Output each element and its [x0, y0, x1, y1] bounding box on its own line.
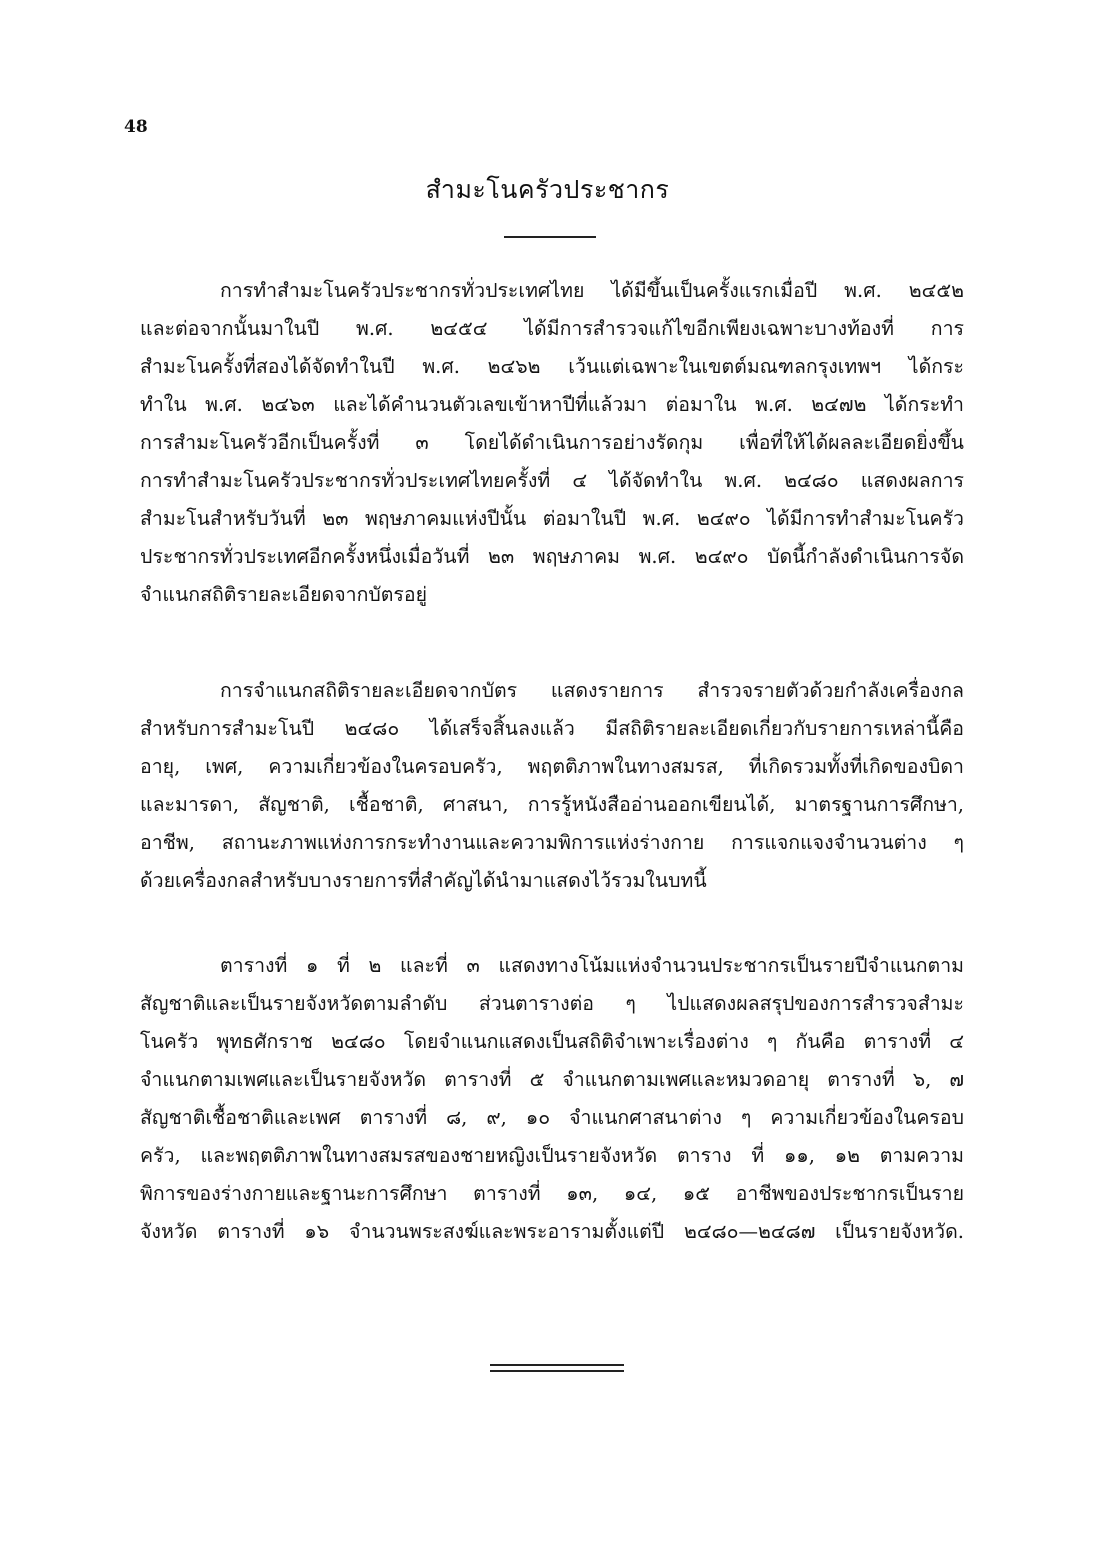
paragraph-history	[140, 272, 964, 614]
text-line: ตารางที่ ๑ ที่ ๒ และที่ ๓ แสดงทางโน้มแห่งจำนวนประชากรเป็นรายปีจำแนกตาม	[220, 954, 964, 977]
text-line: และต่อจากนั้นมาในปี พ.ศ. ๒๔๕๔ ได้มีการสำรวจแก้ไขอีกเพียงเฉพาะบางท้องที่ การ	[140, 317, 964, 340]
text-line: การสำมะโนครัวอีกเป็นครั้งที่ ๓ โดยได้ดำเนินการอย่างรัดกุม เพื่อที่ให้ได้ผลละเอียดยิ่งขึ้น	[140, 431, 964, 454]
text-line: พิการของร่างกายและฐานะการศึกษา ตารางที่ ๑๓, ๑๔, ๑๕ อาชีพของประชากรเป็นราย	[140, 1182, 964, 1205]
text-line: จังหวัด ตารางที่ ๑๖ จำนวนพระสงฆ์และพระอารามตั้งแต่ปี ๒๔๘๐—๒๔๘๗ เป็นรายจังหวัด.	[140, 1220, 964, 1243]
page-number: 48	[124, 117, 148, 137]
text-line: ทำใน พ.ศ. ๒๔๖๓ และได้คำนวนตัวเลขเข้าหาปีที่แล้วมา ต่อมาใน พ.ศ. ๒๔๗๒ ได้กระทำ	[140, 393, 964, 416]
end-divider-top	[490, 1364, 624, 1366]
text-line: ประชากรทั่วประเทศอีกครั้งหนึ่งเมื่อวันที่ ๒๓ พฤษภาคม พ.ศ. ๒๔๙๐ บัดนี้กำลังดำเนินการจัด	[140, 545, 964, 568]
text-line: สัญชาติเชื้อชาติและเพศ ตารางที่ ๘, ๙, ๑๐ จำแนกศาสนาต่าง ๆ ความเกี่ยวข้องในครอบ	[140, 1106, 964, 1129]
text-line: สำมะโนสำหรับวันที่ ๒๓ พฤษภาคมแห่งปีนั้น ต่อมาในปี พ.ศ. ๒๔๙๐ ได้มีการทำสำมะโนครัว	[140, 507, 964, 530]
page-title: สำมะโนครัวประชากร	[425, 175, 670, 204]
text-line: การจำแนกสถิติรายละเอียดจากบัตร แสดงรายการ สำรวจรายตัวด้วยกำลังเครื่องกล	[220, 679, 964, 702]
paragraph-classification	[140, 672, 964, 900]
title-underline	[504, 236, 596, 238]
text-line: การทำสำมะโนครัวประชากรทั่วประเทศไทย ได้มีขึ้นเป็นครั้งแรกเมื่อปี พ.ศ. ๒๔๕๒	[220, 279, 964, 302]
text-line: การทำสำมะโนครัวประชากรทั่วประเทศไทยครั้งที่ ๔ ได้จัดทำใน พ.ศ. ๒๔๘๐ แสดงผลการ	[140, 469, 964, 492]
text-line: จำแนกตามเพศและเป็นรายจังหวัด ตารางที่ ๕ จำแนกตามเพศและหมวดอายุ ตารางที่ ๖, ๗	[140, 1068, 964, 1091]
end-divider-bottom	[490, 1370, 624, 1372]
text-line: อาชีพ, สถานะภาพแห่งการกระทำงานและความพิการแห่งร่างกาย การแจกแจงจำนวนต่าง ๆ	[140, 831, 964, 854]
text-line: อายุ, เพศ, ความเกี่ยวข้องในครอบครัว, พฤตติภาพในทางสมรส, ที่เกิดรวมทั้งที่เกิดของบิดา	[140, 755, 964, 778]
text-line: จำแนกสถิติรายละเอียดจากบัตรอยู่	[140, 583, 428, 606]
text-line: ด้วยเครื่องกลสำหรับบางรายการที่สำคัญได้นำมาแสดงไว้รวมในบทนี้	[140, 869, 707, 892]
text-line: และมารดา, สัญชาติ, เชื้อชาติ, ศาสนา, การรู้หนังสืออ่านออกเขียนได้, มาตรฐานการศึกษา,	[140, 793, 964, 816]
paragraph-tables	[140, 947, 964, 1251]
text-line: สำมะโนครั้งที่สองได้จัดทำในปี พ.ศ. ๒๔๖๒ เว้นแต่เฉพาะในเขตต์มณฑลกรุงเทพฯ ได้กระ	[140, 355, 964, 378]
text-line: โนครัว พุทธศักราช ๒๔๘๐ โดยจำแนกแสดงเป็นสถิติจำเพาะเรื่องต่าง ๆ กันคือ ตารางที่ ๔	[140, 1030, 964, 1053]
text-line: สัญชาติและเป็นรายจังหวัดตามลำดับ ส่วนตารางต่อ ๆ ไปแสดงผลสรุปของการสำรวจสำมะ	[140, 992, 964, 1015]
text-line: ครัว, และพฤตติภาพในทางสมรสของชายหญิงเป็นรายจังหวัด ตาราง ที่ ๑๑, ๑๒ ตามความ	[140, 1144, 964, 1167]
text-line: สำหรับการสำมะโนปี ๒๔๘๐ ได้เสร็จสิ้นลงแล้ว มีสถิติรายละเอียดเกี่ยวกับรายการเหล่านี้คือ	[140, 717, 964, 740]
